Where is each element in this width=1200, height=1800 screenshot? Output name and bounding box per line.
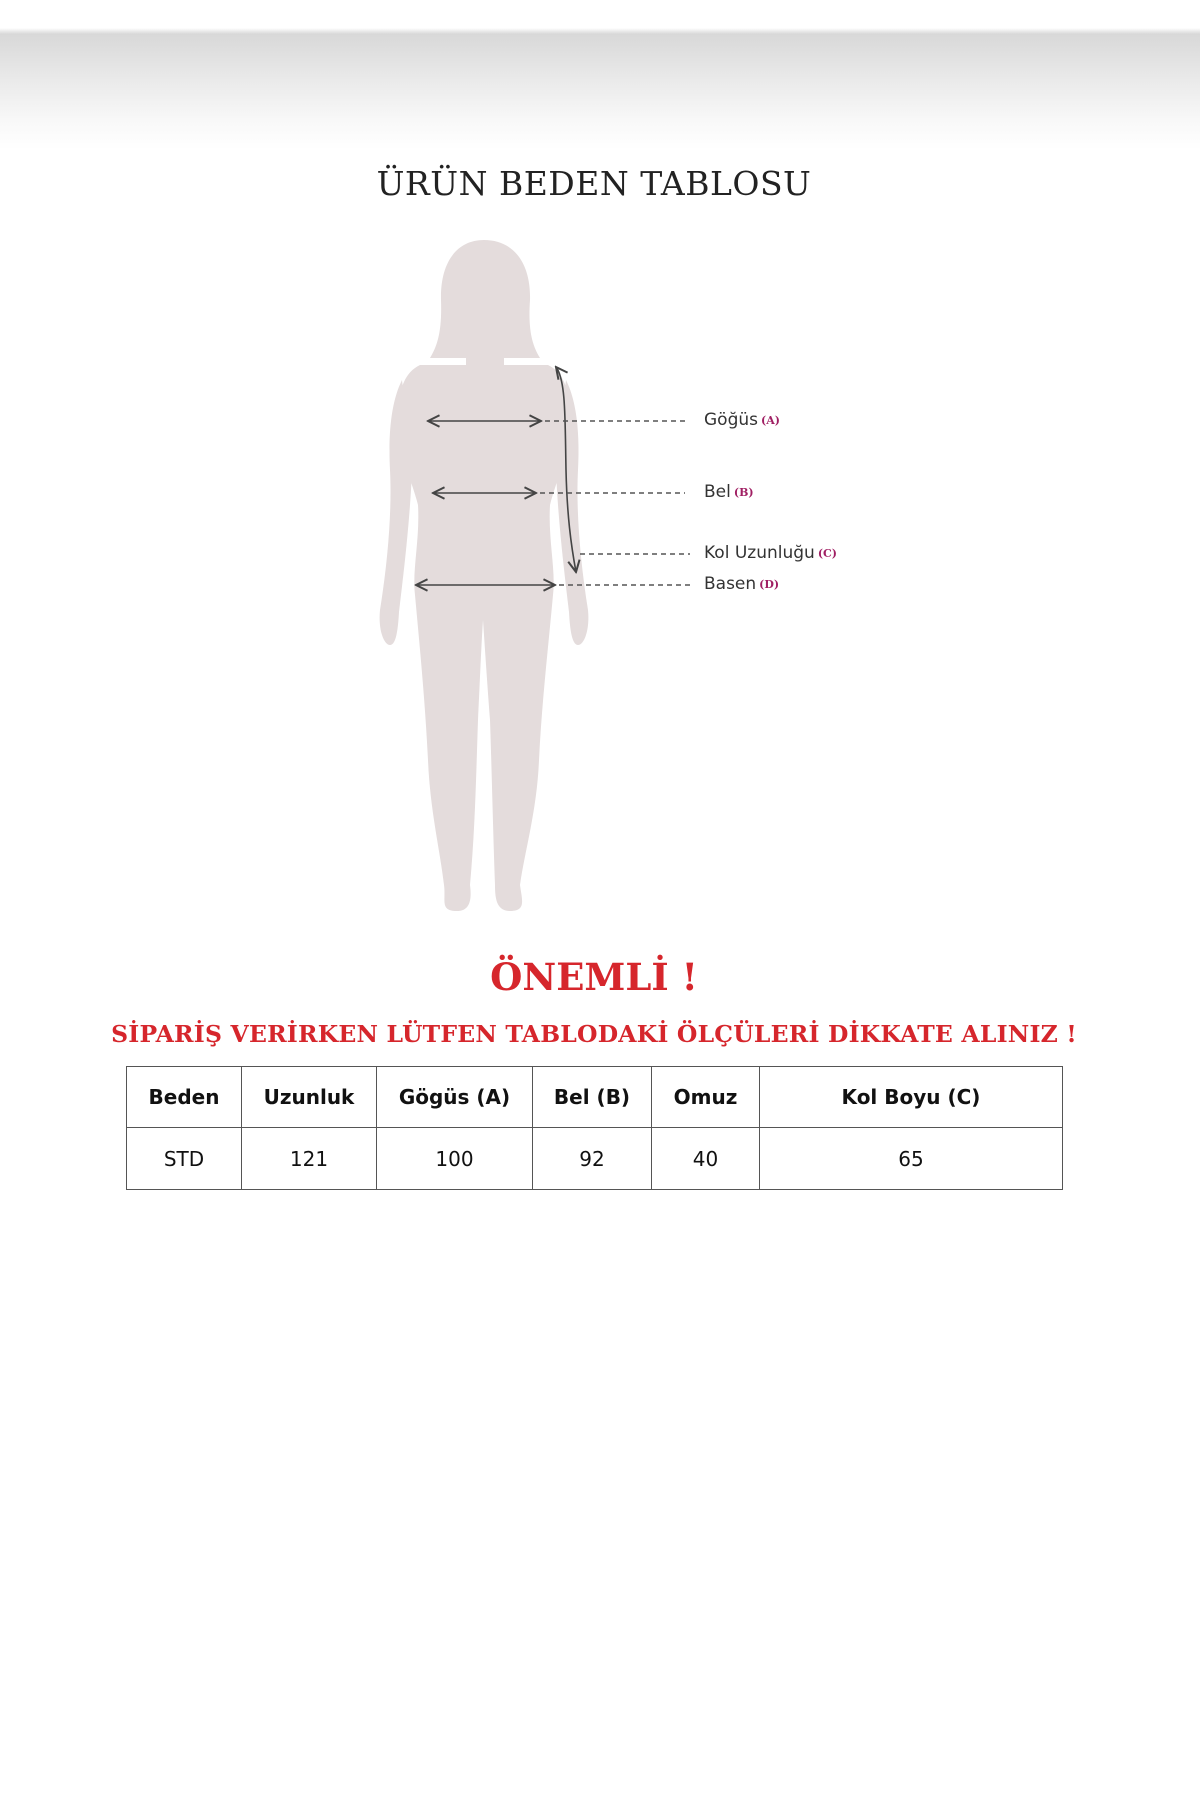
label-sleeve-length: Kol Uzunluğu (C) xyxy=(704,543,837,563)
header-length: Uzunluk xyxy=(242,1067,377,1128)
cell-size: STD xyxy=(127,1128,242,1190)
header-shoulder: Omuz xyxy=(652,1067,760,1128)
size-table xyxy=(126,1066,1063,1190)
cell-chest: 100 xyxy=(377,1128,533,1190)
cell-waist: 92 xyxy=(533,1128,652,1190)
order-warning-text: SİPARİŞ VERİRKEN LÜTFEN TABLODAKİ ÖLÇÜLERİ DİKKATE ALINIZ ! xyxy=(111,1020,1077,1048)
label-waist: Bel (B) xyxy=(704,482,754,502)
important-heading: ÖNEMLİ ! xyxy=(490,955,698,999)
table-row xyxy=(127,1128,1063,1190)
table-header-row xyxy=(127,1067,1063,1128)
cell-sleeve-length: 65 xyxy=(760,1128,1063,1190)
female-silhouette xyxy=(380,240,589,911)
label-hip: Basen (D) xyxy=(704,574,780,594)
header-waist: Bel (B) xyxy=(533,1067,652,1128)
cell-length: 121 xyxy=(242,1128,377,1190)
label-chest: Göğüs (A) xyxy=(704,410,780,430)
header-chest: Gögüs (A) xyxy=(377,1067,533,1128)
cell-shoulder: 40 xyxy=(652,1128,760,1190)
header-size: Beden xyxy=(127,1067,242,1128)
header-sleeve-length: Kol Boyu (C) xyxy=(760,1067,1063,1128)
page-title: ÜRÜN BEDEN TABLOSU xyxy=(376,164,812,203)
